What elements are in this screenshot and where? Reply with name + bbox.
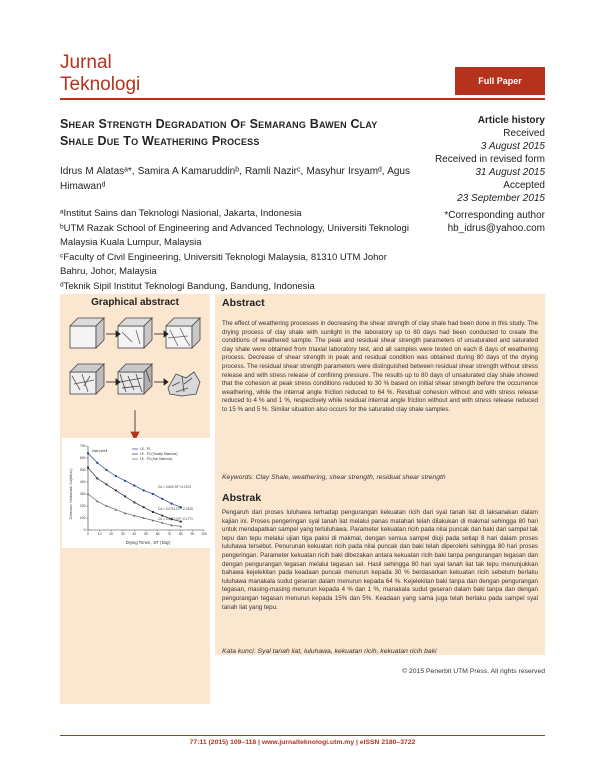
chart-y-tick-label: 700 (79, 444, 86, 449)
chart-y-tick-label: 600 (79, 456, 86, 461)
chart-point (96, 462, 98, 464)
chart-point (152, 511, 154, 513)
chart-y-tick-label: 500 (79, 468, 86, 473)
chart-y-tick-label: 400 (79, 480, 86, 485)
chart-y-tick-label: 300 (79, 492, 86, 497)
chart-x-tick-label: 100 (201, 532, 207, 536)
journal-name-line1: Jurnal (60, 52, 112, 73)
corresponding-label: *Corresponding author (444, 210, 545, 221)
chart-x-tick-label: 60 (155, 532, 160, 536)
chart-x-tick-label: 50 (144, 532, 148, 536)
paper-type-badge: Full Paper (455, 67, 545, 95)
header-divider (60, 98, 545, 100)
abstract-keywords: Keywords: Clay Shale, weathering, shear strength, residual shear strength (222, 474, 446, 481)
chart-point (87, 467, 89, 469)
accepted-label: Accepted (503, 180, 545, 191)
chart-x-tick-label: 0 (87, 532, 89, 536)
chart-ylabel: Cohesion, Undrained, Su(kN/m²) (69, 468, 73, 520)
chart-point (133, 501, 135, 503)
revised-date: 31 August 2015 (475, 167, 545, 178)
affiliation-c: ᶜFaculty of Civil Engineering, Universiti Teknologi Malaysia, 81310 UTM Johor Bahru, Johor, Malaysia (60, 251, 387, 277)
chart-point (143, 506, 145, 508)
chart-point (96, 477, 98, 479)
chart-point (161, 498, 163, 500)
chart-x-tick-label: 70 (167, 532, 172, 536)
corresponding-email[interactable]: hb_idrus@yahoo.com (447, 223, 545, 234)
chart-point (133, 485, 135, 487)
chart-point (143, 489, 145, 491)
weathering-sample-illustration (62, 312, 208, 450)
abstrak-heading: Abstrak (222, 492, 262, 504)
chart-annotation: Cu = 0.0714 DT^-2.0125 (158, 507, 193, 511)
graphical-abstract-heading: Graphical abstract (91, 297, 179, 308)
chart-y-tick-label: 200 (79, 504, 86, 509)
chart-x-tick-label: 20 (109, 532, 114, 536)
chart-x-tick-label: 90 (190, 532, 195, 536)
chart-annotation: Intact shell (92, 449, 108, 453)
revised-label: Received in revised form (434, 154, 545, 165)
copyright-notice: © 2015 Penerbit UTM Press. All rights reserved (402, 668, 545, 675)
corresponding-author (410, 209, 545, 235)
chart-x-tick-label: 40 (132, 532, 137, 536)
legend-label: LE - P1 (140, 447, 151, 451)
chart-point (170, 503, 172, 505)
journal-logo (60, 52, 140, 96)
chart-point (115, 489, 117, 491)
page-footer[interactable]: 77:11 (2015) 109–118 | www.jurnalteknologi.utm.my | eISSN 2180–3722 (189, 739, 416, 746)
chart-xlabel: Drying Times , DT (Day) (125, 540, 171, 545)
affiliations (60, 207, 410, 294)
chart-point (105, 469, 107, 471)
article-title: Shear Strength Degradation Of Semarang Bawen Clay Shale Due To Weathering Process (60, 117, 378, 148)
chart-point (106, 483, 108, 485)
chart-y-tick-label: 100 (79, 516, 86, 521)
legend-label: LE - P3 (Soil Stanmax) (140, 457, 173, 461)
affiliation-d: ᵈTeknik Sipil Institut Teknologi Bandung, Bandung, Indonesia (60, 280, 315, 292)
legend-label: LE - P3 (Toraldy Stanmax) (140, 452, 178, 456)
chart-point (124, 495, 126, 497)
chart-annotation: Cu = 0.0012 DT^-0.1771 (158, 517, 193, 521)
abstract-text: The effect of weathering processes in decreasing the shear strength of clay shale had been done in this study. The drying process of clay shale with sunlight in the laboratory up to 80 days had been conducted to create the conditions of weathered sample. The peak and residual shear strength parameters of unsaturated and saturated clay shale were obtained from triaxial laboratory test, and all samples were tested on each 8 days of weathering process. Decrease of shear strength in peak and residual condition was obtained during 80 days of the drying process. The residual shear strength parameters were distinguished between residual shear strength without stress release and with stress release of confining pressure. The results up to 80 days of unsaturated clay shale showed that the cohesion at peak stress conditions reduced to 30 % based on initial shear strength before the occurrence weathering, while the internal angle friction reduced to 64 %. Residual cohesion without and with stress release reduced to 4 % and 1 %, respectively while residual internal angle friction without and with stress release reduced to 15 % and 5 %. Similar situation also occurs for the saturated clay shale samples. (222, 320, 538, 413)
chart-annotation: Cu = 0.600 DT^-0.1573 (158, 485, 192, 489)
chart-y-tick-label: 0 (83, 528, 86, 533)
received-label: Received (503, 128, 545, 139)
weathering-cubes (70, 318, 200, 396)
abstract-heading: Abstract (222, 297, 265, 309)
shear-strength-chart (62, 438, 210, 548)
chart-point (87, 452, 89, 454)
accepted-date: 23 September 2015 (457, 193, 545, 204)
footer-divider (60, 735, 545, 736)
chart-x-tick-label: 30 (120, 532, 125, 536)
abstrak-keywords: Kata kunci: Syal tanah liat, luluhawa, kekuatan ricih, kekuatan ricih baki (222, 648, 437, 655)
abstrak-text: Pengaruh dari proses luluhawa terhadap pengurangan kekuatan ricih dari syal tanah liat di laksanakan dalam kajian ini. Proses pengeringan syal tanah liat melalui panas matahari telah dilakukan di makmal sehingga 80 hari untuk mendapatkan sampel yang terluluhawa. Parameter kekuatan ricih pada nilai puncak dan baki dari sampel tak tepu dan tepu melalui ujian tiga paksi di makmal, dengan semua sampel diuji pada setiap 8 hari dalam proses luluhawa tersebut. Penurunan kekuatan ricih pada nilai puncak dan baki telah diperolehi sehingga 80 hari proses pengeringan. Parameter kekuatan ricih baki dibezakan antara kekuatan ricih baki tanpa pengurangan tegasan dan dengan pengurangan tegasan melalui tegasan sel. Hasil sehingga 80 hari syal tanah liat tak tepu menunjukkan bahawa kejelekitan pada keadaan puncak menurun kepada 30 % berdasarkan kekuatan ricih sebelum berlaku luluhawa manakala sudut geseran dalam menurun kepada 64 %. Kejelekitan baki tanpa dan dengan pengurangan tegasan, masing-masing menurun kepada 4 % dan 1 %, manakala sudut geseran dalam baki tanpa dan dengan pengurangan tegasan menurun kepada 15% dan 5%. Keadaan yang sama juga telah berlaku pada sampel syal tanah liat yang tepu. (222, 509, 538, 611)
chart-point (115, 475, 117, 477)
journal-name-line2: Teknologi (60, 74, 141, 95)
history-heading: Article history (477, 115, 545, 126)
article-history (410, 114, 545, 205)
chart-x-tick-label: 80 (178, 532, 183, 536)
chart-x-tick-label: 10 (97, 532, 102, 536)
chart-point (124, 480, 126, 482)
received-date: 3 August 2015 (480, 141, 545, 152)
affiliation-a: ᵃInstitut Sains dan Teknologi Nasional, Jakarta, Indonesia (60, 208, 302, 219)
affiliation-b: ᵇUTM Razak School of Engineering and Advanced Technology, Universiti Teknologi Malaysia Kuala Lumpur, Malaysia (60, 222, 409, 248)
chart-point (152, 493, 154, 495)
author-list: Idrus M Alatasᵃ*, Samira A Kamaruddinᵇ, Ramli Nazirᶜ, Masyhur Irsyamᵈ, Agus Himawanᵈ (60, 166, 410, 192)
